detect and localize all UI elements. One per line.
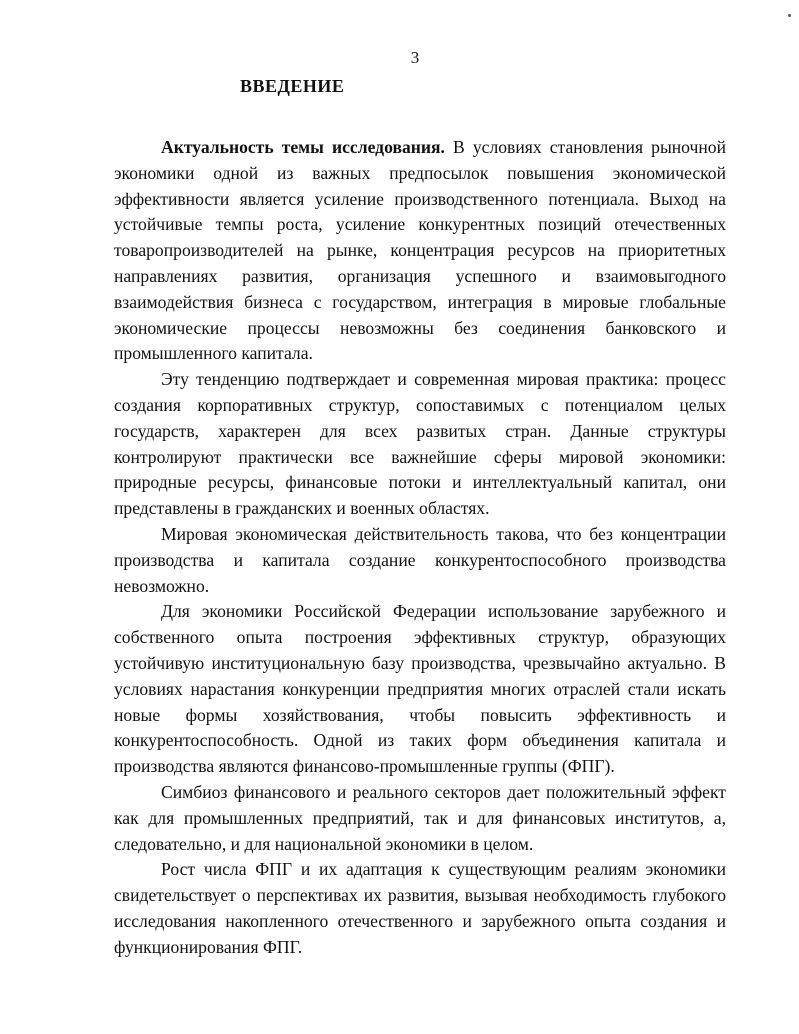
paragraph-russia: Для экономики Российской Федерации использование зарубежного и собственного опыта построения эффективных структур, образующих устойчивую институциональную базу производства, чрезвычайно актуально. В условиях нарастания конкуренции предприятия многих отраслей стали искать новые формы хозяйствования, чтобы повысить эффективность и конкурентоспособность. Одной из таких форм объединения капитала и производства являются финансово-промышленные группы (ФПГ).	[114, 601, 726, 777]
paragraph-text: В условиях становления рыночной экономики одной из важных предпосылок повышения экономической эффективности является усиление производственного потенциала. Выход на устойчивые темпы роста, усиление конкурентных позиций отечественных товаропроизводителей на рынке, концентрация ресурсов на приоритетных направлениях развития, организация успешного и взаимовыгодного взаимодействия бизнеса с государством, интеграция в мировые глобальные экономические процессы невозможны без соединения банковского и промышленного капитала.	[114, 137, 726, 364]
body-text	[114, 135, 726, 961]
paragraph-symbiosis: Симбиоз финансового и реального секторов дает положительный эффект как для промышленных предприятий, так и для финансовых институтов, а, следовательно, и для национальной экономики в целом.	[114, 781, 726, 854]
page-number: 3	[410, 48, 420, 67]
section-heading: ВВЕДЕНИЕ	[240, 76, 345, 96]
paragraph-growth: Рост числа ФПГ и их адаптация к существующим реалиям экономики свидетельствует о перспективах их развития, вызывая необходимость глубокого исследования накопленного отечественного и зарубежного опыта создания и функционирования ФПГ.	[114, 859, 726, 957]
paragraph-lead: Актуальность темы исследования.	[161, 137, 445, 157]
paragraph-relevance	[114, 135, 726, 367]
paragraph-trend: Эту тенденцию подтверждает и современная мировая практика: процесс создания корпоративных структур, сопоставимых с потенциалом целых государств, характерен для всех развитых стран. Данные структуры контролируют практически все важнейшие сферы мировой экономики: природные ресурсы, финансовые потоки и интеллектуальный капитал, они представлены в гражданских и военных областях.	[114, 369, 726, 519]
scan-speck	[788, 14, 791, 17]
paragraph-reality: Мировая экономическая действительность такова, что без концентрации производства и капитала создание конкурентоспособного производства невозможно.	[114, 523, 726, 596]
